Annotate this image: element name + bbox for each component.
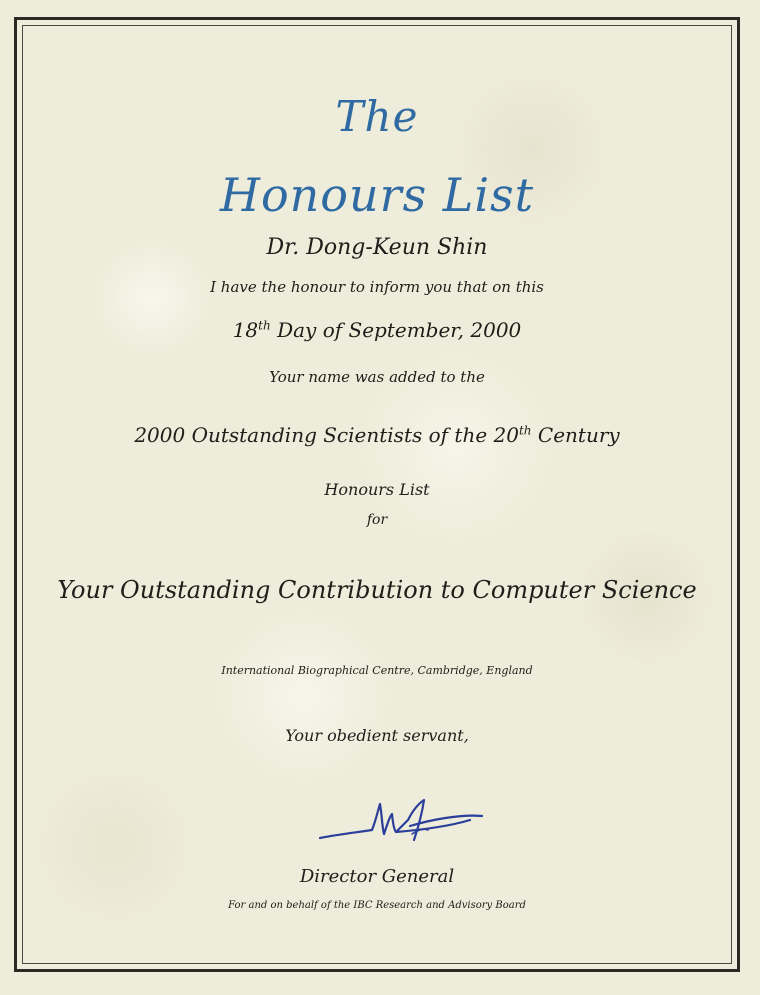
- date-suffix: th: [258, 318, 271, 333]
- category-rest: Century: [531, 423, 620, 447]
- signatory-subtitle: For and on behalf of the IBC Research and Advisory Board: [228, 900, 526, 911]
- honour-category: [22, 423, 732, 447]
- honours-list-label: Honours List: [324, 480, 430, 499]
- category-suffix: th: [518, 423, 532, 438]
- signatory-title: Director General: [299, 866, 455, 887]
- recipient-name: Dr. Dong-Keun Shin: [266, 235, 488, 260]
- added-text: Your name was added to the: [269, 368, 485, 386]
- date-rest: Day of September, 2000: [270, 318, 522, 342]
- organization-text: International Biographical Centre, Cambridge, England: [221, 664, 533, 677]
- date-day: 18: [232, 318, 259, 342]
- inform-text: I have the honour to inform you that on this: [210, 278, 544, 296]
- signature-icon: [300, 790, 500, 860]
- for-label: for: [366, 512, 388, 528]
- contribution-text: Your Outstanding Contribution to Computer Science: [57, 576, 697, 604]
- category-prefix: 2000 Outstanding Scientists of the 20: [134, 423, 519, 447]
- closing-text: Your obedient servant,: [285, 726, 469, 745]
- title-the: The: [335, 92, 419, 141]
- award-date: [22, 318, 732, 342]
- title-honours-list: Honours List: [219, 168, 535, 222]
